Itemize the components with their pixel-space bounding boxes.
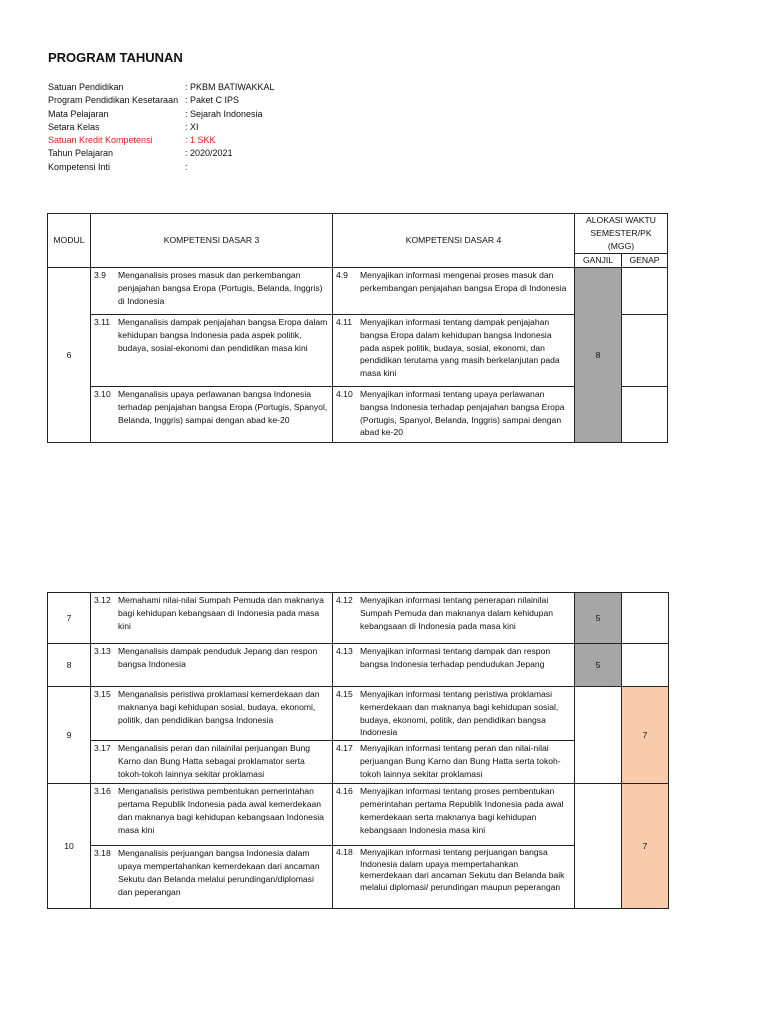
kd3-number: 3.17 — [94, 743, 111, 754]
kd4-text: Menyajikan informasi tentang dampak dan respon bangsa Indonesia terhadap pendudukan Jepang — [360, 646, 551, 669]
ganjil-cell: 8 — [575, 268, 622, 443]
meta-label: Satuan Pendidikan — [48, 82, 124, 92]
modul-cell: 9 — [48, 687, 91, 784]
meta-value: : — [185, 161, 188, 172]
meta-label: Tahun Pelajaran — [48, 148, 114, 159]
meta-value: : Paket C IPS — [185, 95, 240, 106]
modul-cell: 10 — [48, 784, 91, 909]
kd3-number: 3.16 — [94, 786, 111, 797]
header-kd4: KOMPETENSI DASAR 4 — [333, 214, 575, 268]
kd3-number: 3.11 — [94, 317, 111, 327]
kd3-text: Menganalisis upaya perlawanan bangsa Indonesia terhadap penjajahan bangsa Eropa (Portugis, Spanyol, Belanda, Inggris) sampai dengan abad ke-20 — [118, 389, 328, 425]
genap-cell: 7 — [622, 784, 669, 909]
kd4-text: Menyajikan informasi tentang peran dan nilai-nilai perjuangan Bung Karno dan Bung Hatta serta tokoh-tokoh lainnya sekitar proklamasi — [360, 743, 561, 779]
kd4-text: Menyajikan informasi tentang penerapan nilainilai Sumpah Pemuda dan maknanya dalam kehidupan kebangsaan di Indonesia pada masa kini — [360, 595, 554, 631]
kd4-number: 4.11 — [336, 317, 353, 327]
header-modul: MODUL — [48, 214, 91, 268]
meta-label: Satuan Kredit Kompetensi — [48, 135, 153, 146]
meta-value: : PKBM BATIWAKKAL — [185, 82, 275, 92]
kd4-text: Menyajikan informasi tentang proses pembentukan pemerintahan pertama Republik Indonesia pada awal kemerdekaan serta maknanya bagi kehidupan kebangsaan Indonesia masa kini — [360, 786, 564, 835]
kd4-number: 4.9 — [336, 270, 348, 280]
kd4-text: Menyajikan informasi tentang upaya perlawanan bangsa Indonesia terhadap penjajahan bangsa Eropa (Portugis, Spanyol, Belanda, Inggris) sampai dengan abad ke-20 — [360, 389, 565, 438]
kd4-number: 4.10 — [336, 389, 353, 399]
meta-value: : 1 SKK — [185, 135, 216, 146]
meta-row — [48, 108, 275, 121]
genap-cell: 7 — [622, 687, 669, 784]
kd3-text: Menganalisis perjuangan bangsa Indonesia dalam upaya mempertahankan kemerdekaan dari ancaman Sekutu dan Belanda melalui perundingan/diplomasi dan peperangan — [118, 848, 320, 897]
kd4-text: Menyajikan informasi tentang perjuangan bangsa Indonesia dalam upaya mempertahankan kemerdekaan dari ancaman Sekutu dan Belanda baik melalui diplomasi/ perundingan maupun peperangan — [360, 847, 565, 892]
identity-block — [48, 81, 275, 174]
meta-label: Mata Pelajaran — [48, 108, 109, 119]
meta-label: Setara Kelas — [48, 121, 100, 132]
kd3-text: Memahami nilai-nilai Sumpah Pemuda dan maknanya bagi kehidupan kebangsaan di Indonesia pada masa kini — [118, 595, 324, 631]
ganjil-cell: 5 — [575, 593, 622, 644]
kd4-number: 4.15 — [336, 689, 353, 699]
genap-cell — [622, 387, 668, 443]
kd3-text: Menganalisis peristiwa pembentukan pemerintahan pertama Republik Indonesia pada awal kemerdekaan dan maknanya bagi kehidupan kebangsaan Indonesia masa kini — [118, 786, 324, 835]
meta-row — [48, 147, 275, 160]
kd3-number: 3.18 — [94, 848, 111, 859]
meta-value: : 2020/2021 — [185, 148, 233, 159]
kd3-number: 3.12 — [94, 595, 111, 605]
kd3-text: Menganalisis proses masuk dan perkembangan penjajahan bangsa Eropa (Portugis, Belanda, Inggris) di Indonesia — [118, 270, 323, 306]
genap-cell — [622, 593, 669, 644]
kd3-cell — [91, 268, 333, 315]
meta-value: : Sejarah Indonesia — [185, 108, 263, 119]
kd3-cell — [91, 741, 333, 784]
kd4-cell — [333, 784, 575, 846]
kd3-cell — [91, 644, 333, 687]
kd4-text: Menyajikan informasi tentang peristiwa proklamasi kemerdekaan dan maknanya bagi kehidupan sosial, budaya, ekonomi, politik, dan pendidikan bangsa Indonesia — [360, 689, 559, 738]
meta-row — [48, 81, 275, 94]
kd4-cell — [333, 315, 575, 387]
modul-cell: 8 — [48, 644, 91, 687]
kd3-number: 3.15 — [94, 689, 111, 699]
ganjil-cell — [575, 784, 622, 909]
genap-cell — [622, 268, 668, 315]
kd4-number: 4.17 — [336, 743, 353, 754]
meta-row — [48, 94, 275, 107]
kd3-text: Menganalisis dampak penduduk Jepang dan respon bangsa Indonesia — [118, 646, 318, 669]
header-alokasi: ALOKASI WAKTU SEMESTER/PK (MGG) — [575, 214, 668, 254]
program-table-2 — [47, 592, 669, 909]
genap-cell — [622, 315, 668, 387]
meta-row-highlight — [48, 134, 275, 147]
kd4-cell — [333, 593, 575, 644]
kd3-cell — [91, 784, 333, 846]
kd3-number: 3.13 — [94, 646, 111, 656]
genap-cell — [622, 644, 669, 687]
kd4-cell — [333, 687, 575, 741]
kd4-number: 4.16 — [336, 786, 353, 797]
kd4-cell — [333, 846, 575, 909]
kd3-text: Menganalisis peran dan nilainilai perjuangan Bung Karno dan Bung Hatta sebagai proklamator serta tokoh-tokoh lainnya sekitar proklamasi — [118, 743, 311, 779]
kd4-number: 4.18 — [336, 847, 353, 858]
kd3-cell — [91, 315, 333, 387]
meta-label: Kompetensi Inti — [48, 161, 111, 172]
ganjil-cell — [575, 687, 622, 784]
kd4-text: Menyajikan informasi tentang dampak penjajahan bangsa Eropa dalam kehidupan bangsa Indonesia pada aspek politik, budaya, sosial, ekonomi, dan pendidikan terutama yang masih berkelanjutan pada masa kini — [360, 317, 560, 379]
kd3-text: Menganalisis dampak penjajahan bangsa Eropa dalam kehidupan bangsa Indonesia pada aspek politik, budaya, sosial-ekonomi dan pendidikan masa kini — [118, 317, 328, 353]
modul-cell: 6 — [48, 268, 91, 443]
meta-row — [48, 161, 275, 174]
kd3-cell — [91, 687, 333, 741]
kd3-cell — [91, 387, 333, 443]
ganjil-cell: 5 — [575, 644, 622, 687]
program-table-1 — [47, 213, 668, 443]
header-genap: GENAP — [622, 254, 668, 268]
kd4-cell — [333, 644, 575, 687]
kd4-text: Menyajikan informasi mengenai proses masuk dan perkembangan penjajahan bangsa Eropa di Indonesia — [360, 270, 567, 293]
meta-value: : XI — [185, 121, 199, 132]
kd3-number: 3.9 — [94, 270, 106, 280]
page-title: PROGRAM TAHUNAN — [48, 50, 183, 65]
kd3-cell — [91, 846, 333, 909]
header-kd3: KOMPETENSI DASAR 3 — [91, 214, 333, 268]
header-ganjil: GANJIL — [575, 254, 622, 268]
kd4-number: 4.12 — [336, 595, 353, 605]
kd4-number: 4.13 — [336, 646, 353, 656]
kd3-cell — [91, 593, 333, 644]
kd4-cell — [333, 268, 575, 315]
modul-cell: 7 — [48, 593, 91, 644]
kd3-text: Menganalisis peristiwa proklamasi kemerdekaan dan maknanya bagi kehidupan sosial, budaya, ekonomi, politik, dan pendidikan bangsa Indonesia — [118, 689, 320, 725]
kd4-cell — [333, 741, 575, 784]
kd4-cell — [333, 387, 575, 443]
meta-label: Program Pendidikan Kesetaraan — [48, 95, 179, 106]
meta-row — [48, 121, 275, 134]
kd3-number: 3.10 — [94, 389, 111, 399]
